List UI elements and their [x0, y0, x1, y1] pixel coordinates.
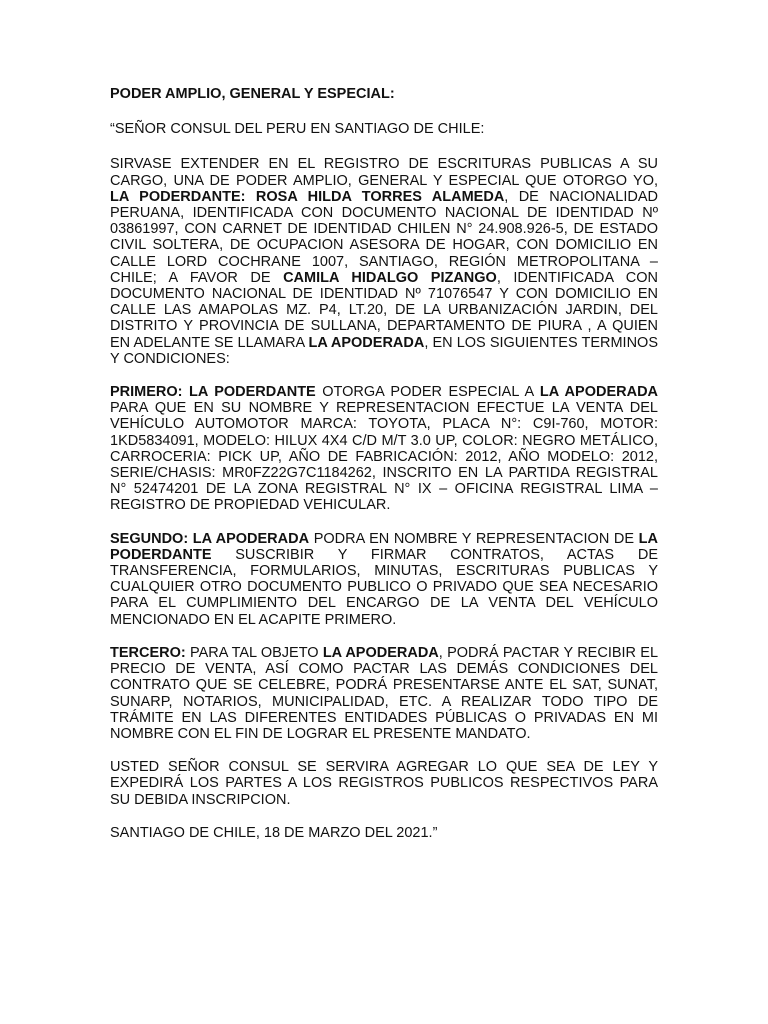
intro-text-4: , EN LOS SIGUIENTES TERMINOS Y CONDICIONES:: [110, 334, 659, 367]
salutation: “SEÑOR CONSUL DEL PERU EN SANTIAGO DE CHILE:: [110, 121, 485, 138]
primero-text-1: OTORGA PODER ESPECIAL A: [315, 384, 540, 401]
intro-text-3: , IDENTIFICADA CON DOCUMENTO NACIONAL DE IDENTIDAD Nº 71076547 Y CON DOMICILIO EN CALLE LAS AMAPOLAS MZ. P4, LT.20, DE LA URBANIZACIÓN JARDIN, DEL DISTRITO Y PROVINCIA DE SULLANA, DEPARTAMENTO DE PIURA , A QUIEN EN ADELANTE SE LLAMARA: [110, 269, 659, 351]
primero-apoderada: LA APODERADA: [539, 384, 659, 401]
document-page: [110, 86, 658, 858]
apoderada-label: LA APODERADA: [308, 334, 425, 351]
poderdante-name: LA PODERDANTE: ROSA HILDA TORRES ALAMEDA: [110, 188, 505, 205]
clause-primero: [110, 384, 658, 514]
intro-paragraph: [110, 156, 658, 367]
tercero-text-1: PARA TAL OBJETO: [185, 644, 323, 661]
apoderada-name: CAMILA HIDALGO PIZANGO: [283, 269, 497, 286]
intro-text-2: , DE NACIONALIDAD PERUANA, IDENTIFICADA CON DOCUMENTO NACIONAL DE IDENTIDAD Nº 03861997, CON CARNET DE IDENTIDAD CHILEN N° 24.908.926-5, DE ESTADO CIVIL SOLTERA, DE OCUPACION ASESORA DE HOGAR, CON DOMICILIO EN CALLE LORD COCHRANE 1007, SANTIAGO, REGIÓN METROPOLITANA – CHILE; A FAVOR DE: [110, 188, 659, 286]
clause-segundo: [110, 531, 658, 628]
segundo-text-2: SUSCRIBIR Y FIRMAR CONTRATOS, ACTAS DE TRANSFERENCIA, FORMULARIOS, MINUTAS, ESCRITURAS PUBLICAS Y CUALQUIER OTRO DOCUMENTO PUBLICO O PRIVADO QUE SEA NECESARIO PARA EL CUMPLIMIENTO DEL ENCARGO DE LA VENTA DEL VEHÍCULO MENCIONADO EN EL ACAPITE PRIMERO.: [110, 546, 658, 628]
segundo-text-1: PODRA EN NOMBRE Y REPRESENTACION DE: [309, 530, 639, 547]
document-title: PODER AMPLIO, GENERAL Y ESPECIAL:: [110, 86, 395, 102]
tercero-heading: TERCERO:: [110, 644, 186, 661]
segundo-heading: SEGUNDO: LA APODERADA: [110, 530, 310, 547]
closing-paragraph: USTED SEÑOR CONSUL SE SERVIRA AGREGAR LO QUE SEA DE LEY Y EXPEDIRÁ LOS PARTES A LOS REGISTROS PUBLICOS RESPECTIVOS PARA SU DEBIDA INSCRIPCION.: [110, 759, 658, 808]
intro-text-1: SIRVASE EXTENDER EN EL REGISTRO DE ESCRITURAS PUBLICAS A SU CARGO, UNA DE PODER AMPLIO, GENERAL Y ESPECIAL QUE OTORGO YO,: [110, 156, 658, 189]
date-line: SANTIAGO DE CHILE, 18 DE MARZO DEL 2021.”: [110, 824, 438, 841]
tercero-apoderada: LA APODERADA: [322, 644, 439, 661]
tercero-text-2: , PODRÁ PACTAR Y RECIBIR EL PRECIO DE VENTA, ASÍ COMO PACTAR LAS DEMÁS CONDICIONES DEL CONTRATO QUE SE CELEBRE, PODRÁ PRESENTARSE ANTE EL SAT, SUNAT, SUNARP, NOTARIOS, MUNICIPALIDAD, ETC. A REALIZAR TODO TIPO DE TRÁMITE EN LAS DIFERENTES ENTIDADES PÚBLICAS O PRIVADAS EN MI NOMBRE CON EL FIN DE LOGRAR EL PRESENTE MANDATO.: [110, 644, 659, 742]
clause-tercero: [110, 645, 658, 742]
segundo-poderdante: LA PODERDANTE: [110, 530, 659, 563]
primero-heading: PRIMERO: LA PODERDANTE: [110, 384, 316, 401]
primero-text-2: PARA QUE EN SU NOMBRE Y REPRESENTACION EFECTUE LA VENTA DEL VEHÍCULO AUTOMOTOR MARCA: TOYOTA, PLACA N°: C9I-760, MOTOR: 1KD5834091, MODELO: HILUX 4X4 C/D M/T 3.0 UP, COLOR: NEGRO METÁLICO, CARROCERIA: PICK UP, AÑO DE FABRICACIÓN: 2012, AÑO MODELO: 2012, SERIE/CHASIS: MR0FZ22G7C1184262, INSCRITO EN LA PARTIDA REGISTRAL N° 52474201 DE LA ZONA REGISTRAL N° IX – OFICINA REGISTRAL LIMA – REGISTRO DE PROPIEDAD VEHICULAR.: [110, 400, 658, 514]
